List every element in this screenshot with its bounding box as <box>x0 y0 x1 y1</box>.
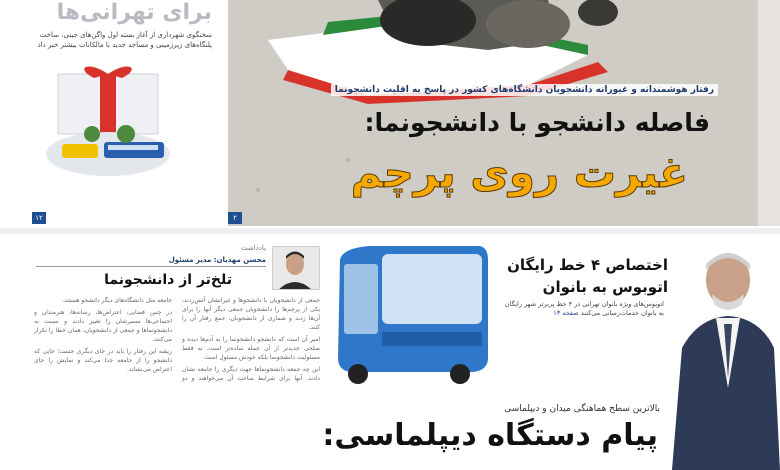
person-photo <box>668 238 780 470</box>
opinion-body <box>34 296 320 470</box>
promo-ad[interactable] <box>0 0 222 226</box>
hero-story[interactable] <box>228 0 758 226</box>
byline-rule <box>36 266 266 267</box>
page-reference: صفحه ۱۳ <box>553 309 579 317</box>
page-badge: ۲ <box>228 212 242 224</box>
opinion-title[interactable]: تلخ‌تر از دانشجونما <box>104 272 232 288</box>
author-byline: محسن مهدیان: مدیر مسئول <box>168 256 266 264</box>
body-paragraph: این چه جمعه دانشجونماها جهت دیگری را جامعه نشان دادند. آنها برای شرایط ساخت آن می‌خواهند و دو جامعه مثل دانشگاه‌های دیگر دانشجو هستند. <box>62 297 320 382</box>
body-paragraph: در چنین فضایی، اعتراض‌ها، رسانه‌ها، هنرمندان و اجتماعی‌ها مسیرشان را تغییر دادند و نسبت به دانشجونماها و جمعی از دانشجویان، همان خطا را تکرار می‌کنند. <box>34 309 172 343</box>
hero-headline-main[interactable]: فاصله دانشجو با دانشجونما: <box>364 108 710 137</box>
promo-text: سخنگوی شهرداری از آغاز بسته اول واگن‌های جینی، ساخت پلنگاه‌های زیرزمینی و مساجد جدید با مالکانات بیشتر خبر داد <box>37 31 212 49</box>
hero-headline-accent[interactable]: غیرت روی پرچم <box>350 148 688 197</box>
bus-photo <box>330 240 490 390</box>
page-badge: ۱۲ <box>32 212 46 224</box>
body-paragraph: ریشه این رفتار را باید در جای دیگری جست؛ جایی که دانشجو را از جامعه جدا می‌کند و نمایش را جای اعتراض می‌نشاند. <box>34 348 172 373</box>
news-headline-line: اتوبوس به بانوان <box>542 278 668 296</box>
section-label: یادداشت <box>241 244 266 252</box>
news-summary <box>498 300 664 318</box>
diplomacy-kicker: بالاترین سطح هماهنگی میدان و دیپلماسی <box>504 404 660 414</box>
body-paragraph: امیر آن است که دانشجو دانشجونما را به آدم‌ها دیده و صلحی جدیدتر از آن جمله ساده‌تر است، نه فقط مسئولیت دانشجونما بلکه خودش مسئول است. <box>182 336 320 361</box>
gift-box-illustration <box>38 64 178 184</box>
opinion-column[interactable] <box>0 238 322 470</box>
hero-edge-strip <box>758 0 780 226</box>
promo-title: برای تهرانی‌ها <box>56 0 212 25</box>
diplomacy-headline[interactable]: پیام دستگاه دیپلماسی: <box>322 418 658 453</box>
body-paragraph: جمعی از دانشجویان با دانشجوها و غیرانشان آتش‌زدند، یکی از پرچم‌ها را دانشجویان جمعی دیگر آنها را برای آن‌ها زدند و شماری از دانشجویان، جمع رفتار آن را کنند. <box>182 297 320 331</box>
section-divider <box>0 228 780 234</box>
news-block[interactable] <box>322 238 780 470</box>
news-headline[interactable] <box>507 254 668 298</box>
author-photo <box>272 246 320 290</box>
hero-kicker: رفتار هوشمندانه و غیورانه دانشجویان دانشگاه‌های کشور در پاسخ به اقلیت دانشجونما <box>331 84 718 96</box>
news-headline-line: اختصاص ۴ خط رایگان <box>507 256 668 274</box>
news-summary-text: اتوبوس‌های ویژه بانوان تهرانی در ۴ خط پربرتر شهر رایگان به بانوان خدمات‌رسانی می‌کنند <box>504 300 664 317</box>
